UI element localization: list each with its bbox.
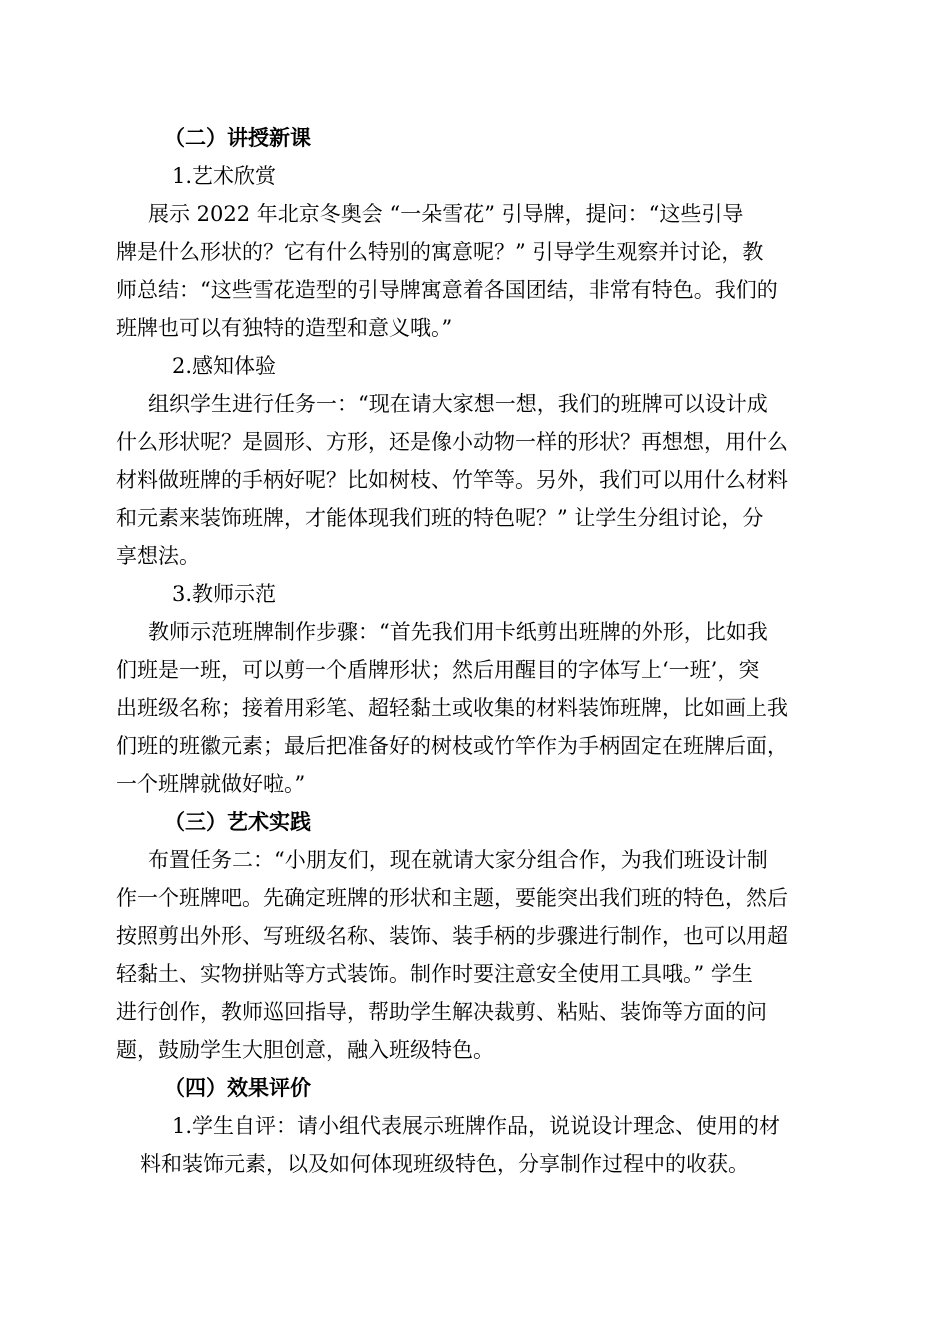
paragraph-line: 组织学生进行任务一：“现在请大家想一想，我们的班牌可以设计成: [148, 392, 768, 416]
paragraph-line: 教师示范班牌制作步骤：“首先我们用卡纸剪出班牌的外形，比如我: [148, 620, 768, 644]
paragraph-line: 料和装饰元素，以及如何体现班级特色，分享制作过程中的收获。: [140, 1152, 749, 1176]
paragraph-line: 轻黏土、实物拼贴等方式装饰。制作时要注意安全使用工具哦。” 学生: [116, 962, 753, 986]
paragraph-line: 们班是一班，可以剪一个盾牌形状；然后用醒目的字体写上‘一班’，突: [116, 658, 760, 682]
paragraph-line: 们班的班徽元素；最后把准备好的树枝或竹竿作为手柄固定在班牌后面，: [116, 734, 788, 758]
heading-lecture: （二）讲授新课: [164, 125, 311, 150]
paragraph-line: 什么形状呢？是圆形、方形，还是像小动物一样的形状？再想想，用什么: [116, 430, 788, 454]
paragraph-line: 牌是什么形状的？它有什么特别的寓意呢？” 引导学生观察并讨论，教: [116, 240, 764, 264]
heading-art-practice: （三）艺术实践: [164, 809, 311, 834]
paragraph-line: 1.学生自评：请小组代表展示班牌作品，说说设计理念、使用的材: [172, 1114, 781, 1138]
paragraph-line: 班牌也可以有独特的造型和意义哦。”: [116, 316, 453, 340]
item-title-perception: 2.感知体验: [172, 354, 277, 378]
heading-evaluation: （四）效果评价: [164, 1075, 311, 1100]
paragraph-line: 布置任务二：“小朋友们，现在就请大家分组合作，为我们班设计制: [148, 848, 768, 872]
paragraph-line: 题，鼓励学生大胆创意，融入班级特色。: [116, 1038, 494, 1062]
paragraph-line: 作一个班牌吧。先确定班牌的形状和主题，要能突出我们班的特色，然后: [116, 886, 788, 910]
item-title-art-appreciation: 1.艺术欣赏: [172, 164, 277, 188]
paragraph-line: 和元素来装饰班牌，才能体现我们班的特色呢？” 让学生分组讨论，分: [116, 506, 764, 530]
paragraph-line: 进行创作，教师巡回指导，帮助学生解决裁剪、粘贴、装饰等方面的问: [116, 1000, 767, 1024]
paragraph-line: 享想法。: [116, 544, 200, 568]
paragraph-line: 材料做班牌的手柄好呢？比如树枝、竹竿等。另外，我们可以用什么材料: [116, 468, 788, 492]
paragraph-line: 出班级名称；接着用彩笔、超轻黏土或收集的材料装饰班牌，比如画上我: [116, 696, 788, 720]
item-title-teacher-demo: 3.教师示范: [172, 582, 277, 606]
paragraph-line: 展示 2022 年北京冬奥会 “一朵雪花” 引导牌，提问：“这些引导: [148, 202, 744, 226]
paragraph-line: 一个班牌就做好啦。”: [116, 772, 306, 796]
paragraph-line: 师总结：“这些雪花造型的引导牌寓意着各国团结，非常有特色。我们的: [116, 278, 778, 302]
paragraph-line: 按照剪出外形、写班级名称、装饰、装手柄的步骤进行制作，也可以用超: [116, 924, 788, 948]
